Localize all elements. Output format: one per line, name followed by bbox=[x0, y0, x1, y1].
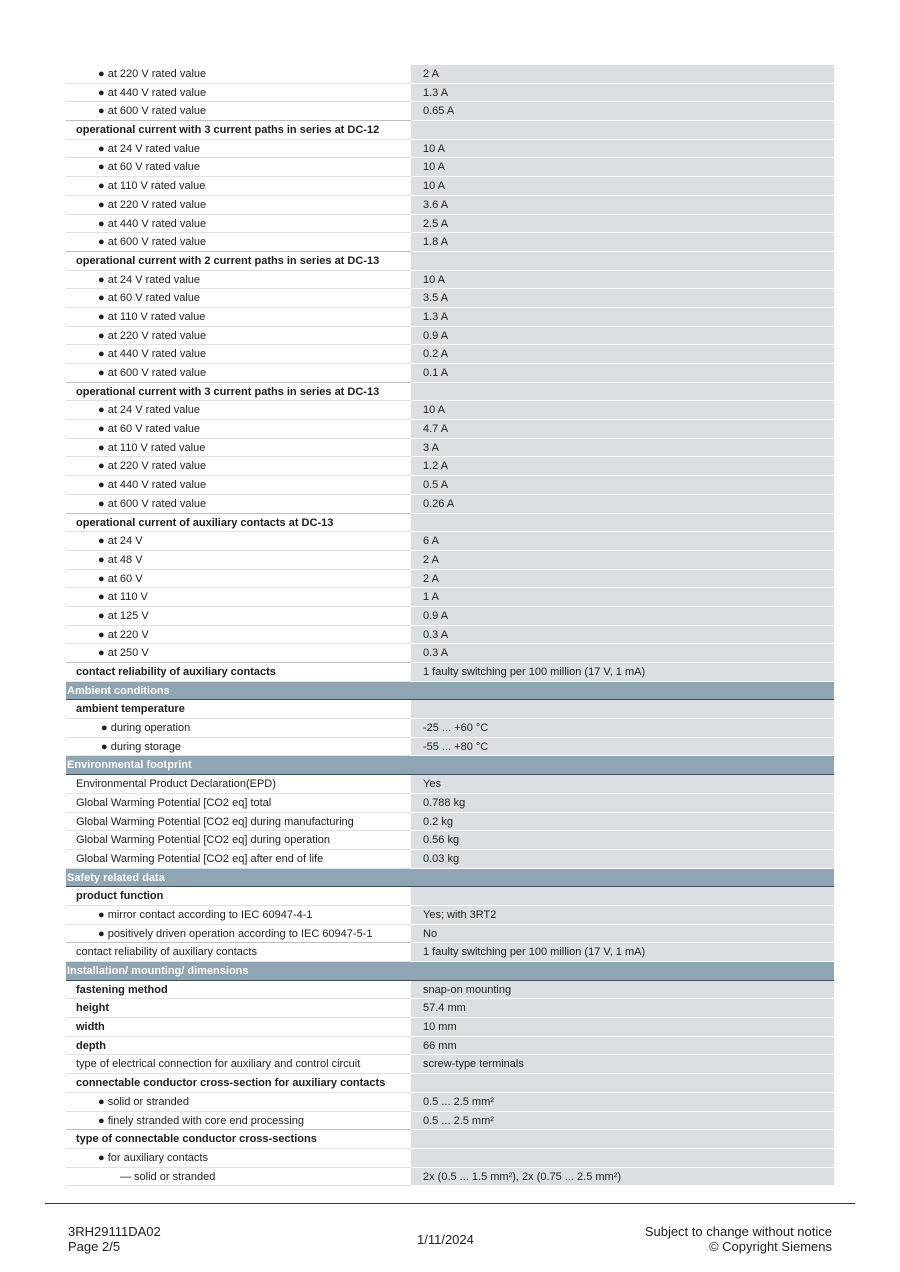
group-heading: type of connectable conductor cross-sections bbox=[66, 1130, 834, 1149]
table-row: ● at 110 V 1 A bbox=[66, 588, 834, 607]
table-row: ● at 220 V rated value 0.9 A bbox=[66, 327, 834, 346]
article-number: 3RH29111DA02 bbox=[68, 1224, 161, 1239]
table-row: — solid or stranded 2x (0.5 ... 1.5 mm²), 2x (0.75 ... 2.5 mm²) bbox=[66, 1168, 834, 1187]
datasheet-table bbox=[66, 65, 834, 1186]
table-row: ● finely stranded with core end processing 0.5 ... 2.5 mm² bbox=[66, 1112, 834, 1131]
table-row: ● at 600 V rated value 0.1 A bbox=[66, 364, 834, 383]
table-row: contact reliability of auxiliary contacts 1 faulty switching per 100 million (17 V, 1 mA) bbox=[66, 663, 834, 682]
table-row: depth 66 mm bbox=[66, 1037, 834, 1056]
table-row: Global Warming Potential [CO2 eq] total 0.788 kg bbox=[66, 794, 834, 813]
table-row: ● at 125 V 0.9 A bbox=[66, 607, 834, 626]
table-row: ● at 24 V 6 A bbox=[66, 532, 834, 551]
table-row: fastening method snap-on mounting bbox=[66, 981, 834, 1000]
table-row: ● at 110 V rated value 1.3 A bbox=[66, 308, 834, 327]
table-row: ● at 440 V rated value 0.5 A bbox=[66, 476, 834, 495]
table-row: ● at 440 V rated value 0.2 A bbox=[66, 345, 834, 364]
table-row: Global Warming Potential [CO2 eq] during manufacturing 0.2 kg bbox=[66, 813, 834, 832]
footer-left bbox=[68, 1224, 161, 1254]
table-row: ● for auxiliary contacts bbox=[66, 1149, 834, 1168]
table-row: ● at 24 V rated value 10 A bbox=[66, 401, 834, 420]
table-row: ● at 250 V 0.3 A bbox=[66, 644, 834, 663]
table-row: ● at 600 V rated value 0.65 A bbox=[66, 102, 834, 121]
table-row: ● mirror contact according to IEC 60947-4-1 Yes; with 3RT2 bbox=[66, 906, 834, 925]
table-row: Global Warming Potential [CO2 eq] after end of life 0.03 kg bbox=[66, 850, 834, 869]
table-row: ● positively driven operation according to IEC 60947-5-1 No bbox=[66, 925, 834, 944]
table-row: ● at 440 V rated value 2.5 A bbox=[66, 215, 834, 234]
group-heading: product function bbox=[66, 887, 834, 906]
table-row: ● at 220 V rated value 2 A bbox=[66, 65, 834, 84]
table-row: Environmental Product Declaration(EPD) Yes bbox=[66, 775, 834, 794]
group-heading: operational current with 2 current paths in series at DC-13 bbox=[66, 252, 834, 271]
table-row: ● at 440 V rated value 1.3 A bbox=[66, 84, 834, 103]
table-row: ● at 60 V rated value 10 A bbox=[66, 158, 834, 177]
table-row: ● at 60 V 2 A bbox=[66, 570, 834, 589]
table-row: ● at 110 V rated value 3 A bbox=[66, 439, 834, 458]
table-row: Global Warming Potential [CO2 eq] during operation 0.56 kg bbox=[66, 831, 834, 850]
change-notice: Subject to change without notice bbox=[644, 1224, 832, 1239]
group-heading: operational current with 3 current paths in series at DC-13 bbox=[66, 383, 834, 402]
table-row: ● solid or stranded 0.5 ... 2.5 mm² bbox=[66, 1093, 834, 1112]
footer-divider bbox=[45, 1203, 855, 1204]
table-row: ● at 24 V rated value 10 A bbox=[66, 140, 834, 159]
table-row: ● at 60 V rated value 3.5 A bbox=[66, 289, 834, 308]
table-row: width 10 mm bbox=[66, 1018, 834, 1037]
footer-date: 1/11/2024 bbox=[417, 1232, 474, 1247]
table-row: ● at 600 V rated value 0.26 A bbox=[66, 495, 834, 514]
footer-right bbox=[645, 1224, 832, 1254]
table-row: ● at 60 V rated value 4.7 A bbox=[66, 420, 834, 439]
table-row: ● at 600 V rated value 1.8 A bbox=[66, 233, 834, 252]
table-row: ● during operation -25 ... +60 °C bbox=[66, 719, 834, 738]
group-heading: connectable conductor cross-section for auxiliary contacts bbox=[66, 1074, 834, 1093]
table-row: ● at 48 V 2 A bbox=[66, 551, 834, 570]
group-heading: operational current with 3 current paths in series at DC-12 bbox=[66, 121, 834, 140]
section-header-installation: Installation/ mounting/ dimensions bbox=[66, 962, 834, 981]
table-row: contact reliability of auxiliary contacts 1 faulty switching per 100 million (17 V, 1 mA) bbox=[66, 943, 834, 962]
section-header-ambient: Ambient conditions bbox=[66, 682, 834, 701]
table-row: ● at 220 V rated value 3.6 A bbox=[66, 196, 834, 215]
copyright: © Copyright Siemens bbox=[708, 1239, 832, 1254]
table-row: height 57.4 mm bbox=[66, 999, 834, 1018]
table-row: ● at 220 V rated value 1.2 A bbox=[66, 457, 834, 476]
page-number: Page 2/5 bbox=[68, 1239, 121, 1254]
table-row: ● at 220 V 0.3 A bbox=[66, 626, 834, 645]
table-row: type of electrical connection for auxiliary and control circuit screw-type terminals bbox=[66, 1055, 834, 1074]
table-row: ● at 110 V rated value 10 A bbox=[66, 177, 834, 196]
table-row: ● at 24 V rated value 10 A bbox=[66, 271, 834, 290]
group-heading: operational current of auxiliary contacts at DC-13 bbox=[66, 514, 834, 533]
group-heading: ambient temperature bbox=[66, 700, 834, 719]
section-header-environmental: Environmental footprint bbox=[66, 756, 834, 775]
section-header-safety: Safety related data bbox=[66, 869, 834, 888]
table-row: ● during storage -55 ... +80 °C bbox=[66, 738, 834, 757]
